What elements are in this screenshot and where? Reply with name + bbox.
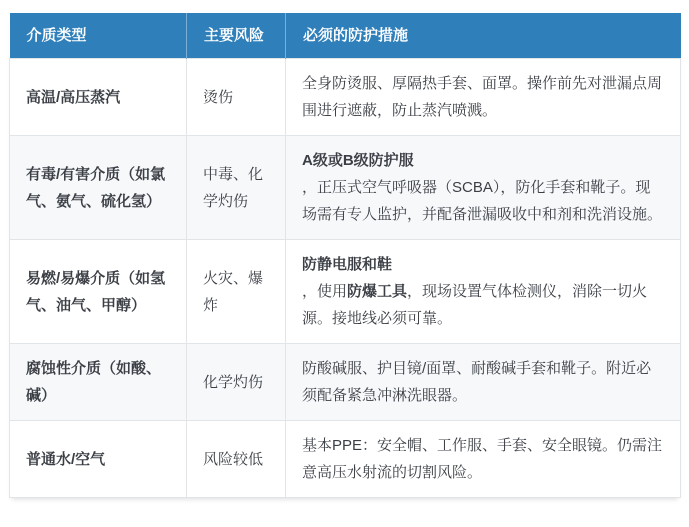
measures-text: ，正压式空气呼吸器（SCBA），防化手套和靴子。现场需有专人监护，并配备泄漏吸收中和剂和洗消设施。 xyxy=(302,179,663,223)
measures-text: 基本PPE：安全帽、工作服、手套、安全眼镜。仍需注意高压水射流的切割风险。 xyxy=(302,437,663,481)
measures-cell xyxy=(286,136,681,240)
table-row xyxy=(10,240,681,344)
measures-text: 全身防烫服、厚隔热手套、面罩。操作前先对泄漏点周围进行遮蔽，防止蒸汽喷溅。 xyxy=(302,75,663,119)
table-row xyxy=(10,344,681,421)
table-header xyxy=(10,13,681,59)
medium-type-cell: 高温/高压蒸汽 xyxy=(10,59,187,136)
measures-text: 防酸碱服、护目镜/面罩、耐酸碱手套和靴子。附近必须配备紧急冲淋洗眼器。 xyxy=(302,360,652,404)
medium-type-cell: 腐蚀性介质（如酸、碱） xyxy=(10,344,187,421)
col-header-medium-type: 介质类型 xyxy=(10,13,187,59)
measures-cell xyxy=(286,240,681,344)
medium-type-cell: 普通水/空气 xyxy=(10,421,187,498)
risk-cell: 化学灼伤 xyxy=(187,344,286,421)
header-row xyxy=(10,13,681,59)
risk-cell: 风险较低 xyxy=(187,421,286,498)
measures-text: ，使用 xyxy=(302,283,348,300)
measures-lead-bold: 防静电服和鞋 xyxy=(302,256,393,273)
table-body xyxy=(10,59,681,498)
risk-cell: 中毒、化学灼伤 xyxy=(187,136,286,240)
col-header-required-measures: 必须的防护措施 xyxy=(286,13,681,59)
measures-cell xyxy=(286,59,681,136)
risk-cell: 烫伤 xyxy=(187,59,286,136)
measures-text: ，现场设置气体检测仪，消除一切火源。接地线必须可靠。 xyxy=(302,283,648,327)
safety-measures-table xyxy=(9,13,681,498)
col-header-main-risk: 主要风险 xyxy=(187,13,286,59)
table-row xyxy=(10,59,681,136)
measures-lead-bold: A级或B级防护服 xyxy=(302,152,414,169)
table-row xyxy=(10,421,681,498)
measures-bold-text: 防爆工具 xyxy=(347,283,408,300)
measures-cell xyxy=(286,421,681,498)
medium-type-cell: 易燃/易爆介质（如氢气、油气、甲醇） xyxy=(10,240,187,344)
medium-type-cell: 有毒/有害介质（如氯气、氨气、硫化氢） xyxy=(10,136,187,240)
risk-cell: 火灾、爆炸 xyxy=(187,240,286,344)
table-row xyxy=(10,136,681,240)
measures-cell xyxy=(286,344,681,421)
